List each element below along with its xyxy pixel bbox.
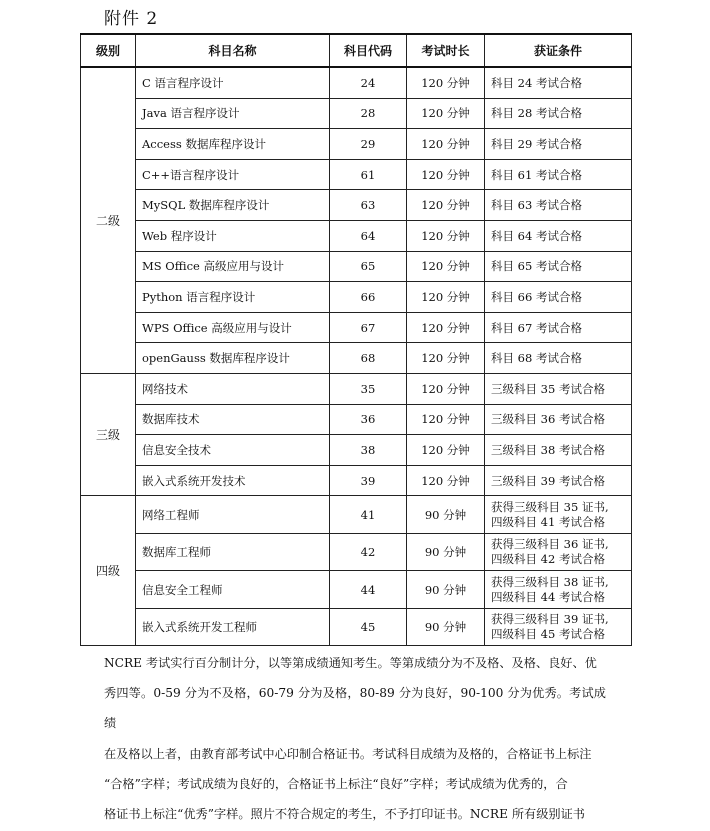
subject-table: [80, 33, 632, 646]
certificate-condition: 科目 64 考试合格: [485, 220, 632, 251]
subject-code: 41: [330, 496, 407, 534]
subject-code: 29: [330, 129, 407, 160]
subject-code: 67: [330, 312, 407, 343]
certificate-condition: 三级科目 36 考试合格: [485, 404, 632, 435]
condition-line-1: 获得三级科目 35 证书,: [491, 499, 609, 514]
exam-duration: 120 分钟: [407, 312, 485, 343]
certificate-condition: 三级科目 35 考试合格: [485, 373, 632, 404]
table-row: [81, 343, 632, 374]
table-row: [81, 159, 632, 190]
certificate-condition: 三级科目 39 考试合格: [485, 465, 632, 496]
exam-duration: 120 分钟: [407, 465, 485, 496]
certificate-condition: [485, 608, 632, 646]
table-row: [81, 465, 632, 496]
exam-duration: 90 分钟: [407, 496, 485, 534]
subject-name: 嵌入式系统开发工程师: [136, 608, 330, 646]
certificate-condition: 科目 29 考试合格: [485, 129, 632, 160]
subject-code: 35: [330, 373, 407, 404]
subject-name: WPS Office 高级应用与设计: [136, 312, 330, 343]
table-row: [81, 496, 632, 534]
exam-duration: 120 分钟: [407, 251, 485, 282]
table-row: [81, 571, 632, 609]
subject-code: 45: [330, 608, 407, 646]
subject-name: C 语言程序设计: [136, 67, 330, 98]
exam-duration: 120 分钟: [407, 373, 485, 404]
subject-code: 36: [330, 404, 407, 435]
subject-name: Java 语言程序设计: [136, 98, 330, 129]
subject-code: 66: [330, 282, 407, 313]
condition-line-2: 四级科目 45 考试合格: [491, 627, 605, 642]
exam-duration: 90 分钟: [407, 608, 485, 646]
table-row: [81, 435, 632, 466]
subject-code: 24: [330, 67, 407, 98]
table-row: [81, 220, 632, 251]
exam-duration: 120 分钟: [407, 190, 485, 221]
subject-name: MS Office 高级应用与设计: [136, 251, 330, 282]
table-row: [81, 282, 632, 313]
header-duration: 考试时长: [407, 34, 485, 67]
subject-name: 嵌入式系统开发技术: [136, 465, 330, 496]
exam-duration: 120 分钟: [407, 129, 485, 160]
level-cell: 二级: [81, 67, 136, 373]
subject-name: 信息安全技术: [136, 435, 330, 466]
paragraph-line: “合格”字样；考试成绩为良好的，合格证书上标注“良好”字样；考试成绩为优秀的，合: [104, 776, 568, 791]
certificate-condition: 科目 65 考试合格: [485, 251, 632, 282]
table-row: [81, 404, 632, 435]
paragraph-line: 在及格以上者，由教育部考试中心印制合格证书。考试科目成绩为及格的，合格证书上标注: [104, 746, 592, 761]
condition-line-2: 四级科目 41 考试合格: [491, 514, 605, 529]
level-cell: 三级: [81, 373, 136, 495]
table-row: [81, 533, 632, 571]
exam-duration: 90 分钟: [407, 533, 485, 571]
subject-code: 68: [330, 343, 407, 374]
subject-code: 42: [330, 533, 407, 571]
certificate-condition: [485, 533, 632, 571]
table-row: [81, 373, 632, 404]
certificate-condition: 科目 68 考试合格: [485, 343, 632, 374]
header-subject-name: 科目名称: [136, 34, 330, 67]
table-row: [81, 98, 632, 129]
exam-duration: 120 分钟: [407, 343, 485, 374]
subject-name: MySQL 数据库程序设计: [136, 190, 330, 221]
condition-line-1: 获得三级科目 36 证书,: [491, 537, 609, 552]
table-row: [81, 608, 632, 646]
subject-code: 39: [330, 465, 407, 496]
subject-name: openGauss 数据库程序设计: [136, 343, 330, 374]
table-header-row: [81, 34, 632, 67]
condition-line-2: 四级科目 42 考试合格: [491, 552, 605, 567]
subject-name: Python 语言程序设计: [136, 282, 330, 313]
exam-duration: 120 分钟: [407, 98, 485, 129]
certificate-condition: 科目 63 考试合格: [485, 190, 632, 221]
header-subject-code: 科目代码: [330, 34, 407, 67]
paragraph-line: 秀四等。0-59 分为不及格，60-79 分为及格，80-89 分为良好，90-100 分为优秀。考试成绩: [104, 686, 606, 731]
exam-duration: 90 分钟: [407, 571, 485, 609]
subject-name: 网络工程师: [136, 496, 330, 534]
table-row: [81, 190, 632, 221]
level-cell: 四级: [81, 496, 136, 646]
certificate-condition: [485, 571, 632, 609]
table-row: [81, 67, 632, 98]
paragraph-line: 格证书上标注“优秀”字样。照片不符合规定的考生，不予打印证书。NCRE 所有级别证书: [104, 807, 585, 822]
subject-name: 数据库工程师: [136, 533, 330, 571]
attachment-label: 附件 2: [104, 9, 159, 29]
header-level: 级别: [81, 34, 136, 67]
subject-code: 38: [330, 435, 407, 466]
condition-line-2: 四级科目 44 考试合格: [491, 589, 605, 604]
condition-line-1: 获得三级科目 39 证书,: [491, 612, 609, 627]
certificate-condition: 三级科目 38 考试合格: [485, 435, 632, 466]
certificate-condition: 科目 61 考试合格: [485, 159, 632, 190]
table-row: [81, 129, 632, 160]
paragraph-line: NCRE 考试实行百分制计分，以等第成绩通知考生。等第成绩分为不及格、及格、良好、优: [104, 656, 597, 670]
subject-name: Access 数据库程序设计: [136, 129, 330, 160]
subject-code: 61: [330, 159, 407, 190]
certificate-condition: 科目 66 考试合格: [485, 282, 632, 313]
grading-paragraph: [104, 648, 606, 829]
exam-duration: 120 分钟: [407, 282, 485, 313]
certificate-condition: 科目 24 考试合格: [485, 67, 632, 98]
subject-name: Web 程序设计: [136, 220, 330, 251]
table-row: [81, 312, 632, 343]
exam-duration: 120 分钟: [407, 159, 485, 190]
exam-duration: 120 分钟: [407, 220, 485, 251]
subject-code: 44: [330, 571, 407, 609]
exam-duration: 120 分钟: [407, 404, 485, 435]
subject-name: 信息安全工程师: [136, 571, 330, 609]
certificate-condition: 科目 67 考试合格: [485, 312, 632, 343]
exam-duration: 120 分钟: [407, 435, 485, 466]
exam-duration: 120 分钟: [407, 67, 485, 98]
subject-code: 63: [330, 190, 407, 221]
subject-name: 数据库技术: [136, 404, 330, 435]
subject-name: C++语言程序设计: [136, 159, 330, 190]
subject-code: 65: [330, 251, 407, 282]
subject-code: 64: [330, 220, 407, 251]
certificate-condition: [485, 496, 632, 534]
subject-name: 网络技术: [136, 373, 330, 404]
condition-line-1: 获得三级科目 38 证书,: [491, 574, 609, 589]
certificate-condition: 科目 28 考试合格: [485, 98, 632, 129]
subject-code: 28: [330, 98, 407, 129]
table-row: [81, 251, 632, 282]
header-certificate-condition: 获证条件: [485, 34, 632, 67]
